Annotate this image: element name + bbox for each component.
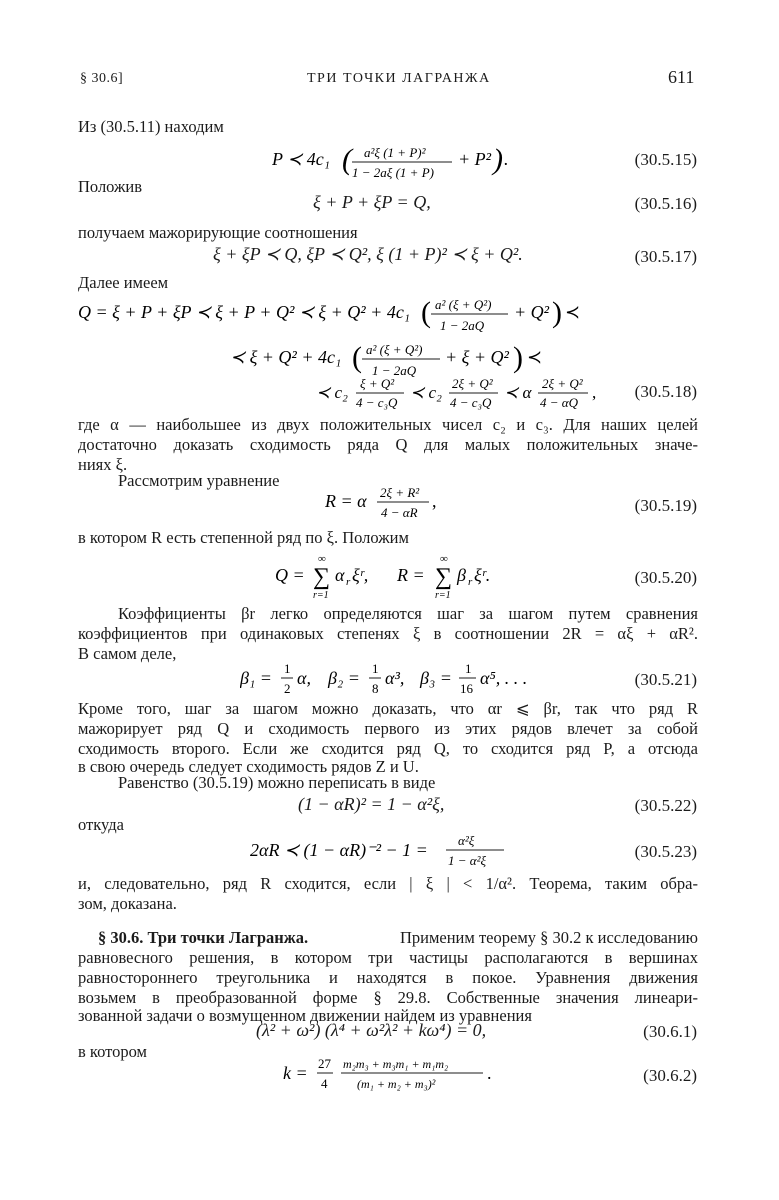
text-line: возьмем в преобразованной форме § 29.8. Собственные значения линеари- [78, 988, 698, 1007]
equation-30-5-15 [272, 143, 512, 192]
equation-number: (30.5.21) [634, 670, 697, 689]
svg-text:): ) [552, 296, 562, 329]
equation-number: (30.5.22) [634, 796, 697, 815]
svg-text:r=1: r=1 [435, 590, 451, 601]
text-line: коэффициентов при одинаковых степенях ξ в соотношении 2R = αξ + αR². [78, 624, 698, 643]
page-number: 611 [668, 67, 695, 87]
svg-text:1 − α²ξ: 1 − α²ξ [448, 853, 487, 868]
equation-number: (30.5.18) [634, 382, 697, 401]
svg-text:): ) [493, 143, 503, 176]
svg-text:+ P²: + P² [458, 149, 492, 169]
svg-text:r: r [468, 576, 473, 588]
text-line: Коэффициенты βr легко определяются шаг за шагом путем сравнения [118, 604, 698, 623]
text-line: Равенство (30.5.19) можно переписать в виде [118, 773, 436, 792]
svg-text:P ≺ 4c₁: P ≺ 4c₁ [272, 149, 330, 169]
svg-text:∞: ∞ [440, 553, 448, 565]
svg-text:k =: k = [283, 1063, 308, 1083]
svg-text:.: . [504, 149, 509, 169]
svg-text:ξ + Q²: ξ + Q² [360, 376, 395, 391]
svg-text:m₂m₃ + m₃m₁ + m₁m₂: m₂m₃ + m₃m₁ + m₁m₂ [343, 1057, 449, 1071]
text-line: мажорирует ряд Q и сходимость первого из этих рядов влечет за собой [78, 719, 698, 738]
svg-text:β₁ =: β₁ = [240, 668, 272, 688]
svg-text:2ξ + Q²: 2ξ + Q² [542, 376, 583, 391]
svg-text:2: 2 [284, 681, 291, 696]
text-line: достаточно доказать сходимость ряда Q для малых положительных значе- [78, 435, 698, 454]
svg-text:Q =: Q = [275, 565, 305, 585]
svg-text:Q = ξ + P + ξP ≺ ξ + P + Q² ≺: Q = ξ + P + ξP ≺ ξ + P + Q² ≺ ξ + Q² + 4c₁ [78, 302, 411, 322]
svg-text:,: , [432, 491, 437, 511]
equation-number: (30.5.23) [634, 842, 697, 861]
text-line: Положив [78, 177, 143, 196]
svg-text:α,: α, [297, 668, 311, 688]
svg-text:1: 1 [372, 661, 379, 676]
text-line: в котором [78, 1042, 147, 1061]
svg-text:≺ c₂: ≺ c₂ [316, 383, 348, 402]
svg-text:+ ξ + Q²: + ξ + Q² [445, 347, 509, 367]
svg-text:1 − 2aξ (1 + P): 1 − 2aξ (1 + P) [352, 165, 434, 180]
svg-text:∑: ∑ [313, 564, 331, 590]
svg-text:2ξ + Q²: 2ξ + Q² [452, 376, 493, 391]
svg-text:ξʳ,: ξʳ, [352, 565, 369, 585]
svg-text:R = α: R = α [325, 491, 367, 511]
equation-number: (30.5.17) [634, 247, 697, 266]
text-line: зом, доказана. [78, 894, 177, 913]
svg-text:8: 8 [372, 681, 379, 696]
text-line: и, следовательно, ряд R сходится, если | ξ | < 1/α². Теорема, таким обра- [78, 874, 698, 893]
svg-text:β₂ =: β₂ = [328, 668, 360, 688]
svg-text:): ) [513, 341, 523, 374]
text-line: получаем мажорирующие соотношения [78, 223, 358, 242]
svg-text:R =: R = [397, 565, 425, 585]
svg-text:r: r [346, 576, 351, 588]
text-line: откуда [78, 815, 124, 834]
section-heading: § 30.6. Три точки Лагранжа. [98, 928, 309, 947]
equation-number: (30.5.16) [634, 194, 697, 213]
equation-30-5-16: ξ + P + ξP = Q, [313, 192, 431, 212]
text-line: Кроме того, шаг за шагом можно доказать, что αr ⩽ βr, так что ряд R [78, 699, 698, 718]
svg-text:≺ α: ≺ α [504, 383, 532, 402]
svg-text:4: 4 [321, 1076, 328, 1091]
text-line: Далее имеем [78, 273, 169, 292]
text-line: равновесного решения, в котором три частицы располагаются в вершинах [78, 948, 698, 967]
svg-text:r=1: r=1 [313, 590, 329, 601]
equation-30-6-1: (λ² + ω²) (λ⁴ + ω²λ² + kω⁴) = 0, [256, 1020, 487, 1040]
text-line: Из (30.5.11) находим [78, 117, 224, 136]
svg-text:1 − 2aQ: 1 − 2aQ [440, 318, 485, 333]
svg-text:(: ( [352, 341, 362, 374]
svg-text:16: 16 [460, 681, 473, 696]
equation-30-5-17: ξ + ξP ≺ Q, ξP ≺ Q², ξ (1 + P)² ≺ ξ + Q². [213, 244, 523, 264]
text-line: равностороннего треугольника и находятся в покое. Уравнения движения [78, 968, 698, 987]
equation-number: (30.6.2) [643, 1066, 697, 1085]
svg-text:ξʳ.: ξʳ. [474, 565, 491, 585]
equation-30-6-2 [283, 1055, 503, 1102]
svg-text:≺ c₂: ≺ c₂ [410, 383, 442, 402]
svg-text:β₃ =: β₃ = [420, 668, 452, 688]
svg-text:(: ( [342, 143, 352, 176]
svg-text:∑: ∑ [435, 564, 453, 590]
svg-text:≺ ξ + Q² + 4c₁: ≺ ξ + Q² + 4c₁ [230, 347, 342, 367]
svg-text:.: . [487, 1063, 492, 1083]
svg-text:a² (ξ + Q²): a² (ξ + Q²) [435, 297, 492, 312]
text-line: Рассмотрим уравнение [118, 471, 280, 490]
text-line: где α — наибольшее из двух положительных чисел c₂ и c₃. Для наших целей [78, 415, 698, 434]
equation-30-5-22: (1 − αR)² = 1 − α²ξ, [298, 794, 445, 814]
text-line: в свою очередь следует сходимость рядов Z и U. [78, 757, 419, 776]
svg-text:27: 27 [318, 1056, 331, 1071]
svg-text:α: α [335, 565, 345, 585]
equation-30-5-23 [250, 832, 510, 879]
svg-text:2αR ≺ (1 − αR)⁻² − 1 =: 2αR ≺ (1 − αR)⁻² − 1 = [250, 840, 428, 860]
svg-text:2ξ + R²: 2ξ + R² [380, 485, 420, 500]
running-head-section: § 30.6] [80, 71, 124, 86]
running-head-title: ТРИ ТОЧКИ ЛАГРАНЖА [307, 71, 491, 86]
svg-text:∞: ∞ [318, 553, 326, 565]
text-line: сходимость второго. Если же сходится ряд Q, то сходится ряд P, а отсюда [78, 739, 698, 758]
svg-text:a² (ξ + Q²): a² (ξ + Q²) [366, 342, 423, 357]
svg-text:1: 1 [284, 661, 291, 676]
svg-text:≺: ≺ [565, 302, 581, 322]
svg-text:4 − αR: 4 − αR [381, 505, 418, 520]
equation-number: (30.5.15) [634, 150, 697, 169]
svg-text:4 − αQ: 4 − αQ [540, 395, 578, 410]
svg-text:4 − c₃Q: 4 − c₃Q [356, 395, 398, 410]
text-line: ниях ξ. [78, 455, 128, 474]
text-line: В самом деле, [78, 644, 177, 663]
svg-text:(: ( [421, 296, 431, 329]
svg-text:α⁵, . . .: α⁵, . . . [480, 668, 528, 688]
text-line: зованной задачи о возмущенном движении найдем из уравнения [78, 1006, 532, 1025]
section-first-line [98, 928, 698, 948]
svg-text:,: , [592, 383, 597, 402]
svg-text:a²ξ (1 + P)²: a²ξ (1 + P)² [364, 145, 426, 160]
text-line: Применим теорему § 30.2 к исследованию [399, 928, 698, 947]
svg-text:1 − 2aQ: 1 − 2aQ [372, 363, 417, 378]
svg-text:+ Q²: + Q² [514, 302, 550, 322]
svg-text:1: 1 [465, 661, 472, 676]
svg-text:β: β [457, 565, 466, 585]
svg-text:(m₁ + m₂ + m₃)²: (m₁ + m₂ + m₃)² [357, 1077, 436, 1091]
equation-30-5-20 [275, 552, 515, 607]
svg-text:α²ξ: α²ξ [458, 833, 475, 848]
equation-number: (30.5.20) [634, 568, 697, 587]
svg-text:4 − c₃Q: 4 − c₃Q [450, 395, 492, 410]
equation-number: (30.5.19) [634, 496, 697, 515]
equation-30-5-19 [325, 484, 455, 529]
svg-text:≺: ≺ [527, 347, 543, 367]
equation-number: (30.6.1) [643, 1022, 697, 1041]
svg-text:α³,: α³, [385, 668, 405, 688]
text-line: в котором R есть степенной ряд по ξ. Положим [78, 528, 409, 547]
